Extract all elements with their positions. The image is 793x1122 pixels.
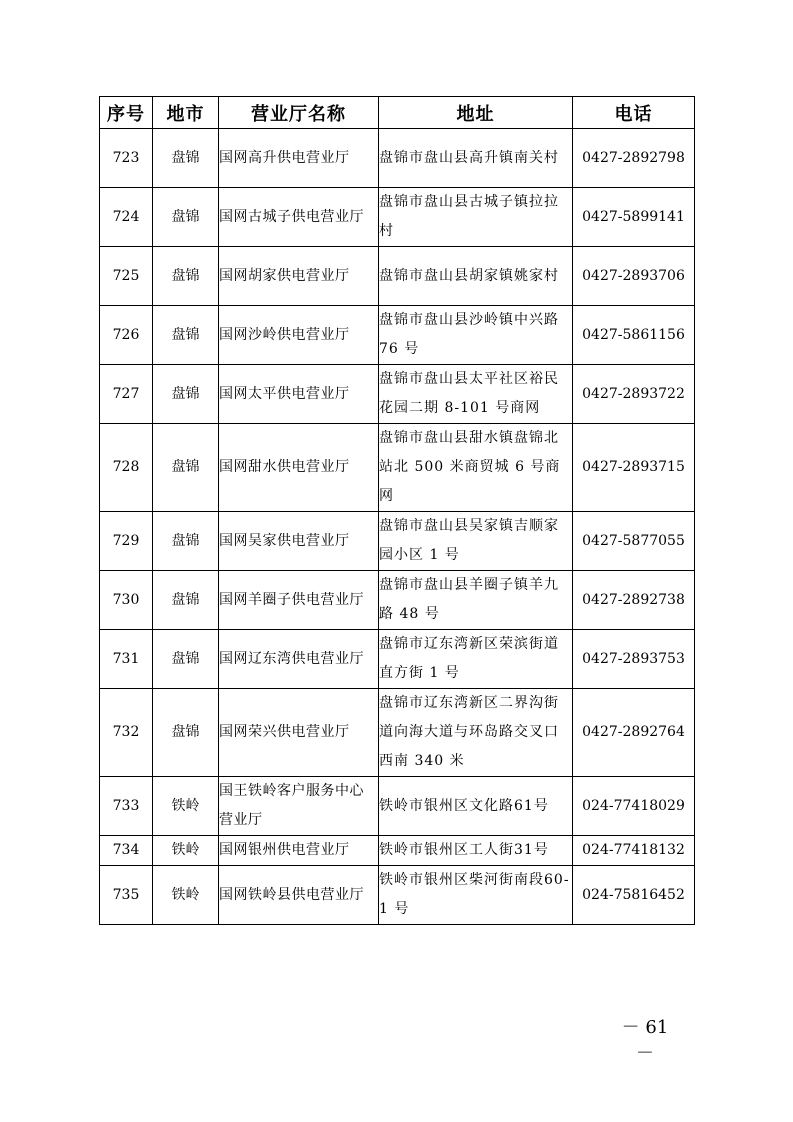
table-row bbox=[100, 129, 695, 188]
cell-address: 盘锦市辽东湾新区荣滨街道直方街 1 号 bbox=[379, 630, 573, 689]
cell-phone: 0427-2892798 bbox=[573, 129, 695, 188]
table-header-row bbox=[100, 97, 695, 129]
cell-phone: 024-75816452 bbox=[573, 866, 695, 925]
cell-serial-number: 725 bbox=[100, 247, 153, 306]
cell-address: 盘锦市盘山县太平社区裕民花园二期 8-101 号商网 bbox=[379, 365, 573, 424]
page-number: － 61 － bbox=[621, 1017, 669, 1064]
cell-city: 盘锦 bbox=[153, 571, 219, 630]
header-serial-number: 序号 bbox=[100, 97, 153, 129]
cell-city: 铁岭 bbox=[153, 866, 219, 925]
cell-city: 盘锦 bbox=[153, 689, 219, 777]
table-row bbox=[100, 365, 695, 424]
cell-hall-name: 国网羊圈子供电营业厅 bbox=[219, 571, 379, 630]
table-row bbox=[100, 306, 695, 365]
cell-city: 盘锦 bbox=[153, 247, 219, 306]
header-phone: 电话 bbox=[573, 97, 695, 129]
cell-city: 铁岭 bbox=[153, 777, 219, 836]
cell-address: 盘锦市辽东湾新区二界沟街道向海大道与环岛路交叉口西南 340 米 bbox=[379, 689, 573, 777]
cell-hall-name: 国网沙岭供电营业厅 bbox=[219, 306, 379, 365]
cell-phone: 0427-2893753 bbox=[573, 630, 695, 689]
cell-address: 盘锦市盘山县羊圈子镇羊九路 48 号 bbox=[379, 571, 573, 630]
cell-serial-number: 726 bbox=[100, 306, 153, 365]
cell-hall-name: 国王铁岭客户服务中心营业厅 bbox=[219, 777, 379, 836]
cell-phone: 0427-5861156 bbox=[573, 306, 695, 365]
cell-phone: 024-77418132 bbox=[573, 836, 695, 866]
cell-phone: 024-77418029 bbox=[573, 777, 695, 836]
cell-city: 盘锦 bbox=[153, 129, 219, 188]
table-row bbox=[100, 571, 695, 630]
cell-address: 铁岭市银州区工人街31号 bbox=[379, 836, 573, 866]
cell-city: 铁岭 bbox=[153, 836, 219, 866]
cell-hall-name: 国网铁岭县供电营业厅 bbox=[219, 866, 379, 925]
cell-hall-name: 国网古城子供电营业厅 bbox=[219, 188, 379, 247]
cell-serial-number: 730 bbox=[100, 571, 153, 630]
cell-serial-number: 734 bbox=[100, 836, 153, 866]
cell-serial-number: 723 bbox=[100, 129, 153, 188]
cell-address: 盘锦市盘山县吴家镇吉顺家园小区 1 号 bbox=[379, 512, 573, 571]
header-address: 地址 bbox=[379, 97, 573, 129]
table-row bbox=[100, 866, 695, 925]
cell-serial-number: 735 bbox=[100, 866, 153, 925]
cell-phone: 0427-2893715 bbox=[573, 424, 695, 512]
cell-phone: 0427-2892738 bbox=[573, 571, 695, 630]
cell-hall-name: 国网吴家供电营业厅 bbox=[219, 512, 379, 571]
header-city: 地市 bbox=[153, 97, 219, 129]
cell-phone: 0427-2893706 bbox=[573, 247, 695, 306]
cell-hall-name: 国网辽东湾供电营业厅 bbox=[219, 630, 379, 689]
cell-phone: 0427-2892764 bbox=[573, 689, 695, 777]
cell-phone: 0427-2893722 bbox=[573, 365, 695, 424]
cell-address: 盘锦市盘山县古城子镇拉拉村 bbox=[379, 188, 573, 247]
table-row bbox=[100, 188, 695, 247]
table-row bbox=[100, 512, 695, 571]
cell-serial-number: 731 bbox=[100, 630, 153, 689]
cell-hall-name: 国网高升供电营业厅 bbox=[219, 129, 379, 188]
cell-hall-name: 国网银州供电营业厅 bbox=[219, 836, 379, 866]
table-row bbox=[100, 424, 695, 512]
service-hall-table bbox=[99, 96, 695, 925]
cell-city: 盘锦 bbox=[153, 188, 219, 247]
cell-city: 盘锦 bbox=[153, 424, 219, 512]
cell-serial-number: 733 bbox=[100, 777, 153, 836]
cell-city: 盘锦 bbox=[153, 630, 219, 689]
cell-hall-name: 国网胡家供电营业厅 bbox=[219, 247, 379, 306]
table-row bbox=[100, 247, 695, 306]
cell-address: 铁岭市银州区柴河街南段60-1 号 bbox=[379, 866, 573, 925]
cell-city: 盘锦 bbox=[153, 365, 219, 424]
cell-hall-name: 国网太平供电营业厅 bbox=[219, 365, 379, 424]
cell-city: 盘锦 bbox=[153, 512, 219, 571]
cell-hall-name: 国网甜水供电营业厅 bbox=[219, 424, 379, 512]
cell-serial-number: 729 bbox=[100, 512, 153, 571]
cell-address: 盘锦市盘山县甜水镇盘锦北站北 500 米商贸城 6 号商网 bbox=[379, 424, 573, 512]
cell-address: 盘锦市盘山县沙岭镇中兴路 76 号 bbox=[379, 306, 573, 365]
table-row bbox=[100, 689, 695, 777]
cell-serial-number: 727 bbox=[100, 365, 153, 424]
cell-address: 盘锦市盘山县胡家镇姚家村 bbox=[379, 247, 573, 306]
cell-serial-number: 724 bbox=[100, 188, 153, 247]
cell-phone: 0427-5899141 bbox=[573, 188, 695, 247]
cell-city: 盘锦 bbox=[153, 306, 219, 365]
cell-serial-number: 732 bbox=[100, 689, 153, 777]
header-hall-name: 营业厅名称 bbox=[219, 97, 379, 129]
table-row bbox=[100, 836, 695, 866]
cell-address: 铁岭市银州区文化路61号 bbox=[379, 777, 573, 836]
cell-hall-name: 国网荣兴供电营业厅 bbox=[219, 689, 379, 777]
cell-address: 盘锦市盘山县高升镇南关村 bbox=[379, 129, 573, 188]
cell-serial-number: 728 bbox=[100, 424, 153, 512]
table-row bbox=[100, 630, 695, 689]
table-row bbox=[100, 777, 695, 836]
cell-phone: 0427-5877055 bbox=[573, 512, 695, 571]
